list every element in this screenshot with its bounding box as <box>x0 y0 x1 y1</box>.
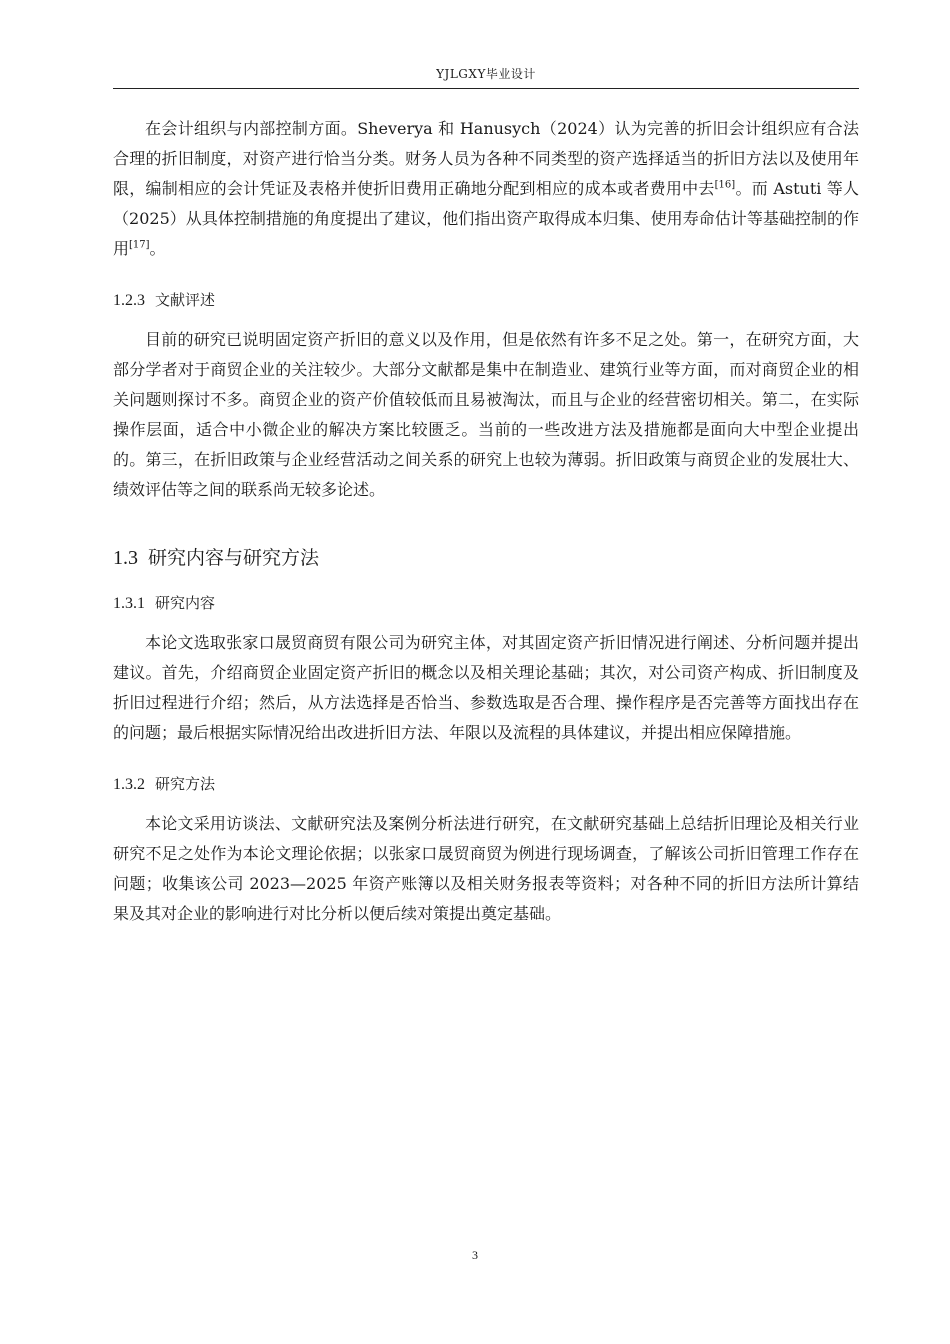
section-heading-1-3-2 <box>113 772 859 797</box>
header-title: YJLGXY毕业设计 <box>436 67 536 81</box>
paragraph-text: 。而 Astuti 等人（2025）从具体控制措施的角度提出了建议，他们指出资产取得成本归集、使用寿命估计等基础控制的作用 <box>113 179 859 258</box>
citation-ref: [17] <box>129 239 150 251</box>
page-number: 3 <box>472 1248 478 1262</box>
page-header <box>113 66 859 89</box>
section-title: 文献评述 <box>155 291 216 309</box>
citation-ref: [16] <box>714 179 736 191</box>
paragraph-research-content: 本论文选取张家口晟贸商贸有限公司为研究主体，对其固定资产折旧情况进行阐述、分析问题并提出建议。首先，介绍商贸企业固定资产折旧的概念以及相关理论基础；其次，对公司资产构成、折旧制度及折旧过程进行介绍；然后，从方法选择是否恰当、参数选取是否合理、操作程序是否完善等方面找出存在的问题；最后根据实际情况给出改进折旧方法、年限以及流程的具体建议，并提出相应保障措施。 <box>113 633 859 742</box>
section-number: 1.2.3 <box>113 292 145 309</box>
paragraph-text: 。 <box>149 239 166 258</box>
paragraph-text: 在会计组织与内部控制方面。Sheverya 和 Hanusych（2024）认为完善的折旧会计组织应有合法合理的折旧制度，对资产进行恰当分类。财务人员为各种不同类型的资产选择适当的折旧方法以及使用年限，编制相应的会计凭证及表格并使折旧费用正确地分配到相应的成本或者费用中去 <box>113 119 859 198</box>
section-heading-1-2-3 <box>113 288 859 313</box>
section-title: 研究方法 <box>155 775 216 793</box>
section-heading-1-3-1 <box>113 591 859 616</box>
section-number: 1.3.1 <box>113 595 145 612</box>
document-body <box>113 114 859 929</box>
section-title: 研究内容 <box>155 594 216 612</box>
paragraph-research-method: 本论文采用访谈法、文献研究法及案例分析法进行研究，在文献研究基础上总结折旧理论及相关行业研究不足之处作为本论文理论依据；以张家口晟贸商贸为例进行现场调查，了解该公司折旧管理工作存在问题；收集该公司 2023—2025 年资产账簿以及相关财务报表等资料；对各种不同的折旧方法所计算结果及其对企业的影响进行对比分析以便后续对策提出奠定基础。 <box>113 814 859 923</box>
section-number: 1.3.2 <box>113 776 145 793</box>
section-heading-1-3 <box>113 543 859 573</box>
section-number: 1.3 <box>113 547 138 569</box>
paragraph-literature-review: 目前的研究已说明固定资产折旧的意义以及作用，但是依然有许多不足之处。第一，在研究方面，大部分学者对于商贸企业的关注较少。大部分文献都是集中在制造业、建筑行业等方面，而对商贸企业的相关问题则探讨不多。商贸企业的资产价值较低而且易被淘汰，而且与企业的经营密切相关。第二，在实际操作层面，适合中小微企业的解决方案比较匮乏。当前的一些改进方法及措施都是面向大中型企业提出的。第三，在折旧政策与企业经营活动之间关系的研究上也较为薄弱。折旧政策与商贸企业的发展壮大、绩效评估等之间的联系尚无较多论述。 <box>113 330 859 499</box>
section-title: 研究内容与研究方法 <box>148 547 320 569</box>
paragraph-accounting-control <box>113 114 859 264</box>
